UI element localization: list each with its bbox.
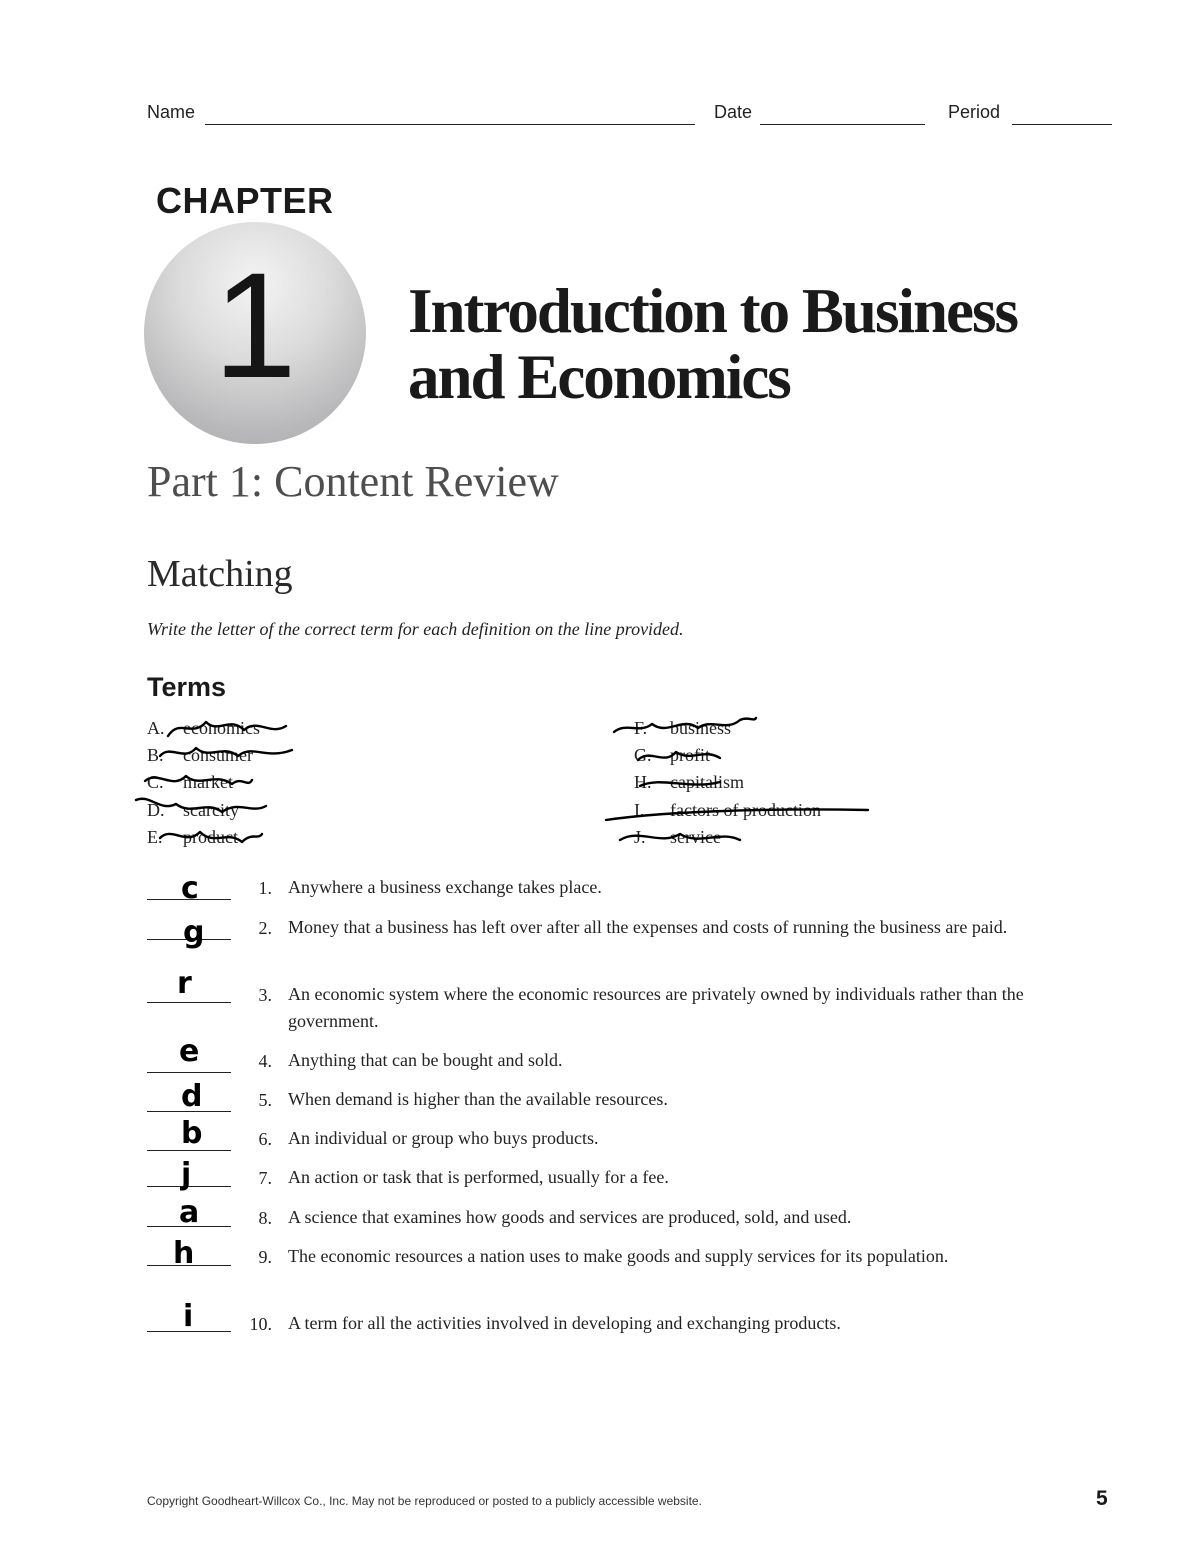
handwritten-answer: e [179, 1034, 200, 1069]
question-row [147, 1034, 1077, 1079]
period-field-line[interactable] [1012, 124, 1112, 125]
question-number: 8. [258, 1208, 272, 1228]
term-letter: E. [147, 827, 163, 847]
term-letter: A. [147, 718, 165, 738]
term-letter: C. [147, 772, 164, 792]
question-number: 4. [258, 1051, 272, 1071]
question-number: 2. [258, 918, 272, 938]
term-item [147, 772, 233, 792]
answer-line[interactable] [147, 1002, 231, 1003]
question-number: 6. [258, 1129, 272, 1149]
term-item [147, 800, 239, 820]
question-row [147, 1157, 1077, 1196]
terms-heading: Terms [147, 672, 227, 702]
question-row [147, 966, 1077, 1039]
chapter-label: CHAPTER [156, 180, 334, 221]
question-number: 7. [258, 1168, 272, 1188]
handwritten-answer: j [181, 1157, 192, 1192]
term-item [147, 745, 253, 765]
term-letter: J. [634, 827, 646, 847]
term-letter: H. [634, 772, 652, 792]
term-label: factors of production [670, 800, 821, 820]
term-item [634, 745, 710, 765]
term-label: consumer [183, 745, 253, 765]
term-letter: D. [147, 800, 165, 820]
handwritten-answer: d [181, 1079, 203, 1114]
question-row [147, 1299, 1077, 1342]
term-label: service [670, 827, 721, 847]
term-label: profit [670, 745, 710, 765]
handwritten-answer: c [181, 871, 199, 906]
question-text: A science that examines how goods and services are produced, sold, and used. [288, 1207, 852, 1227]
name-label: Name [147, 102, 196, 122]
term-letter: B. [147, 745, 164, 765]
question-text: An economic system where the economic resources are privately owned by individuals rather than the government. [288, 984, 1024, 1031]
term-item [634, 827, 721, 847]
question-text: Anything that can be bought and sold. [288, 1050, 563, 1070]
term-letter: I. [634, 800, 645, 820]
period-label: Period [948, 102, 1001, 122]
term-label: product [183, 827, 238, 847]
question-row [147, 916, 1077, 972]
question-row [147, 1079, 1077, 1118]
term-item [634, 800, 821, 820]
chapter-number: 1 [213, 241, 297, 409]
term-item [634, 772, 744, 792]
date-field-line[interactable] [760, 124, 925, 125]
term-label: market [183, 772, 233, 792]
handwritten-answer: a [179, 1195, 200, 1230]
term-item [147, 827, 238, 847]
instructions: Write the letter of the correct term for each definition on the line provided. [147, 619, 684, 639]
question-text: A term for all the activities involved in developing and exchanging products. [288, 1313, 841, 1333]
question-number: 1. [258, 878, 272, 898]
term-label: business [670, 718, 732, 738]
term-label: scarcity [183, 800, 239, 820]
name-field-line[interactable] [205, 124, 695, 125]
question-text: Anywhere a business exchange takes place. [288, 877, 602, 897]
question-row [147, 871, 1077, 906]
section-title: Matching [147, 553, 293, 595]
question-number: 5. [258, 1090, 272, 1110]
question-row [147, 1195, 1077, 1236]
term-letter: G. [634, 745, 652, 765]
question-row [147, 1116, 1077, 1157]
term-item [634, 718, 731, 738]
handwritten-answer: i [183, 1299, 194, 1334]
term-label: economics [183, 718, 260, 738]
question-text: An action or task that is performed, usually for a fee. [288, 1167, 669, 1187]
question-text: When demand is higher than the available resources. [288, 1089, 668, 1109]
term-letter: F. [634, 718, 648, 738]
question-text: Money that a business has left over after all the expenses and costs of running the business are paid. [288, 917, 1008, 937]
question-row [147, 1236, 1077, 1301]
term-label: capitalism [670, 772, 744, 792]
question-number: 3. [258, 985, 272, 1005]
copyright-notice: Copyright Goodheart-Willcox Co., Inc. May not be reproduced or posted to a publicly accessible website. [147, 1494, 702, 1508]
answer-line[interactable] [147, 1072, 231, 1073]
part-title: Part 1: Content Review [147, 457, 559, 506]
question-text: The economic resources a nation uses to make goods and supply services for its population. [288, 1246, 949, 1266]
chapter-title-line1: Introduction to Business [408, 276, 1018, 346]
handwritten-answer: r [177, 966, 192, 1001]
question-number: 9. [258, 1247, 272, 1267]
question-number: 10. [249, 1314, 272, 1334]
handwritten-answer: h [173, 1236, 195, 1271]
term-item [147, 718, 260, 738]
handwritten-answer: g [183, 915, 205, 950]
page-number: 5 [1096, 1487, 1108, 1510]
chapter-title-line2: and Economics [408, 342, 790, 412]
handwritten-answer: b [181, 1116, 203, 1151]
date-label: Date [714, 102, 753, 122]
chapter-title [408, 278, 1017, 410]
question-text: An individual or group who buys products. [288, 1128, 599, 1148]
